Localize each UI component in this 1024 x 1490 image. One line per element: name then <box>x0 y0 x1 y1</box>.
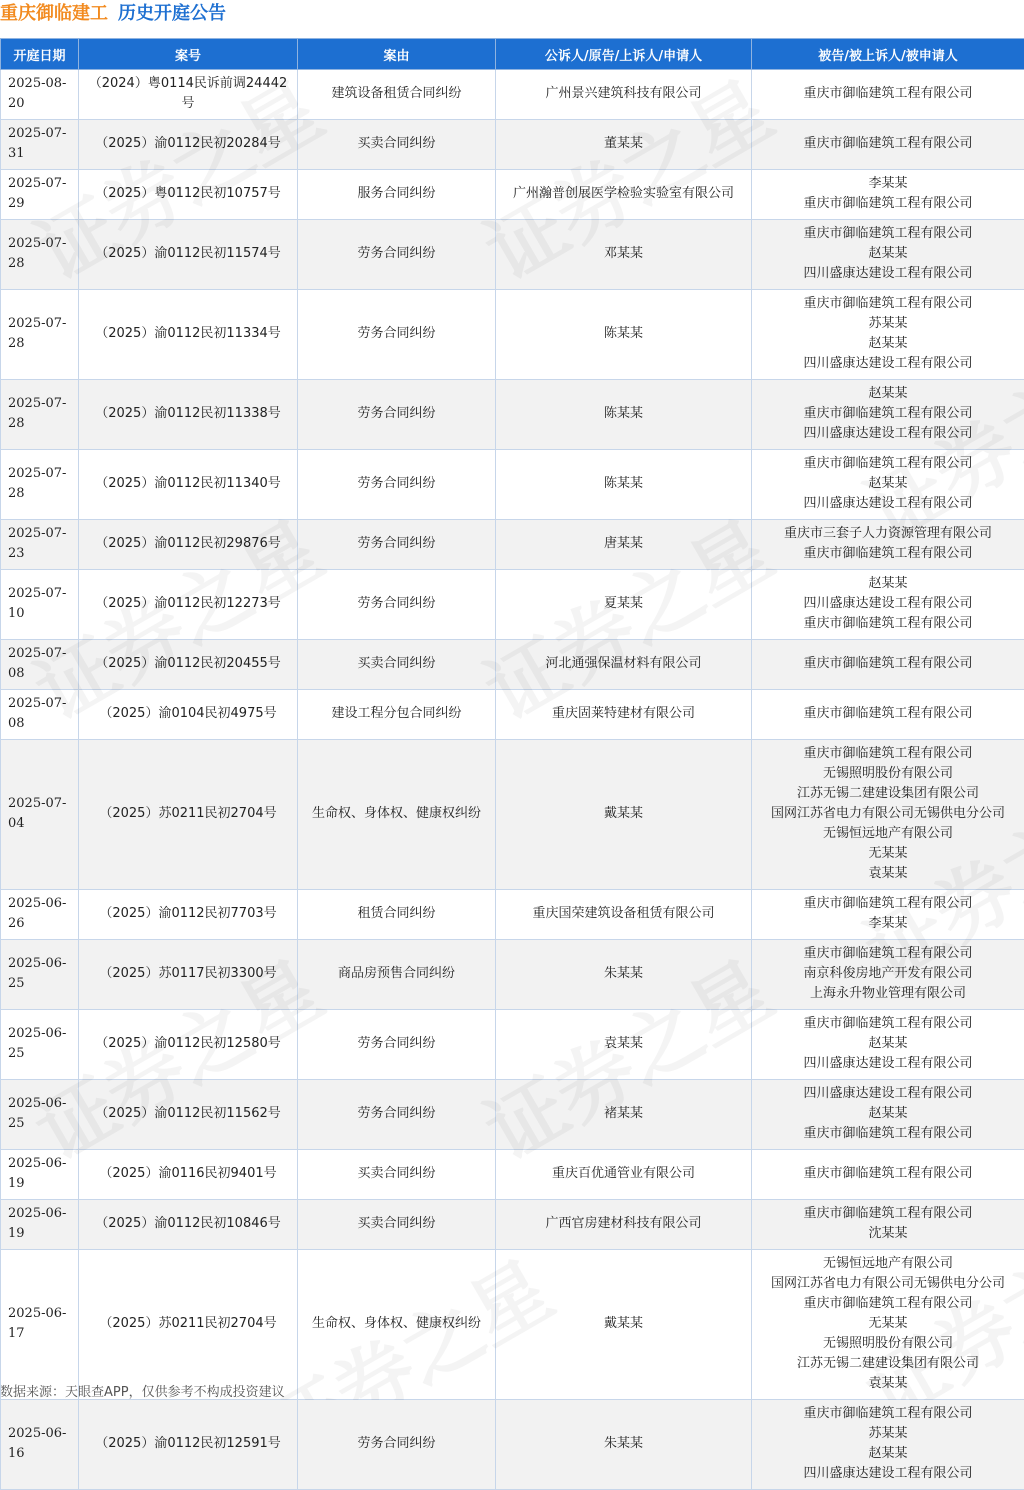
plaintiff-cell: 朱某某 <box>496 940 752 1010</box>
plaintiff-cell: 陈某某 <box>496 380 752 450</box>
plaintiff-cell: 戴某某 <box>496 740 752 890</box>
plaintiff-cell: 唐某某 <box>496 520 752 570</box>
table-row <box>1 380 1024 450</box>
defendant-name: 无某某 <box>756 1314 1020 1334</box>
defendant-name: 重庆市御临建筑工程有限公司 <box>756 1014 1020 1034</box>
table-row <box>1 520 1024 570</box>
hearing-date-cell: 2025-07-23 <box>1 520 79 570</box>
defendant-name: 沈某某 <box>756 1224 1020 1244</box>
defendants-cell <box>752 1080 1024 1150</box>
column-header-date: 开庭日期 <box>1 39 79 70</box>
defendant-name: 李某某 <box>756 174 1020 194</box>
defendant-name: 赵某某 <box>756 1034 1020 1054</box>
defendant-name: 四川盛康达建设工程有限公司 <box>756 264 1020 284</box>
defendants-cell <box>752 1400 1024 1490</box>
company-title: 重庆御临建工 <box>0 3 108 24</box>
hearing-date-cell: 2025-07-31 <box>1 120 79 170</box>
table-row <box>1 170 1024 220</box>
table-body <box>1 70 1024 1490</box>
case-number-cell: （2025）渝0112民初12591号 <box>79 1400 298 1490</box>
defendant-name: 重庆市御临建筑工程有限公司 <box>756 894 1020 914</box>
plaintiff-cell: 重庆固莱特建材有限公司 <box>496 690 752 740</box>
defendants-cell <box>752 690 1024 740</box>
defendant-name: 重庆市御临建筑工程有限公司 <box>756 194 1020 214</box>
defendant-name: 重庆市御临建筑工程有限公司 <box>756 1404 1020 1424</box>
plaintiff-cell: 重庆百优通管业有限公司 <box>496 1150 752 1200</box>
defendants-cell <box>752 170 1024 220</box>
defendant-name: 赵某某 <box>756 1444 1020 1464</box>
defendant-name: 四川盛康达建设工程有限公司 <box>756 494 1020 514</box>
defendant-name: 重庆市三套子人力资源管理有限公司 <box>756 524 1020 544</box>
case-number-cell: （2025）渝0112民初11334号 <box>79 290 298 380</box>
case-number-cell: （2025）苏0117民初3300号 <box>79 940 298 1010</box>
table-row <box>1 290 1024 380</box>
cause-cell: 服务合同纠纷 <box>298 170 496 220</box>
table-row <box>1 890 1024 940</box>
defendant-name: 重庆市御临建筑工程有限公司 <box>756 654 1020 674</box>
defendant-name: 无锡恒远地产有限公司 <box>756 824 1020 844</box>
cause-cell: 建设工程分包合同纠纷 <box>298 690 496 740</box>
defendant-name: 赵某某 <box>756 384 1020 404</box>
cause-cell: 生命权、身体权、健康权纠纷 <box>298 1250 496 1400</box>
defendant-name: 重庆市御临建筑工程有限公司 <box>756 294 1020 314</box>
plaintiff-cell: 广州景兴建筑科技有限公司 <box>496 70 752 120</box>
cause-cell: 生命权、身体权、健康权纠纷 <box>298 740 496 890</box>
defendant-name: 无某某 <box>756 844 1020 864</box>
defendant-name: 南京科俊房地产开发有限公司 <box>756 964 1020 984</box>
cause-cell: 劳务合同纠纷 <box>298 450 496 520</box>
case-number-cell: （2025）渝0112民初20284号 <box>79 120 298 170</box>
hearing-date-cell: 2025-06-19 <box>1 1200 79 1250</box>
hearing-date-cell: 2025-07-08 <box>1 690 79 740</box>
table-row <box>1 70 1024 120</box>
defendant-name: 重庆市御临建筑工程有限公司 <box>756 944 1020 964</box>
cause-cell: 商品房预售合同纠纷 <box>298 940 496 1010</box>
table-header-row <box>1 39 1024 70</box>
defendant-name: 重庆市御临建筑工程有限公司 <box>756 744 1020 764</box>
defendant-name: 四川盛康达建设工程有限公司 <box>756 1054 1020 1074</box>
defendants-cell <box>752 220 1024 290</box>
table-row <box>1 1150 1024 1200</box>
table-row <box>1 940 1024 1010</box>
plaintiff-cell: 邓某某 <box>496 220 752 290</box>
cause-cell: 建筑设备租赁合同纠纷 <box>298 70 496 120</box>
defendant-name: 四川盛康达建设工程有限公司 <box>756 424 1020 444</box>
defendants-cell <box>752 1150 1024 1200</box>
hearing-date-cell: 2025-07-29 <box>1 170 79 220</box>
hearing-date-cell: 2025-06-25 <box>1 1080 79 1150</box>
defendant-name: 重庆市御临建筑工程有限公司 <box>756 1124 1020 1144</box>
case-number-cell: （2025）渝0112民初29876号 <box>79 520 298 570</box>
source-note: 数据来源：天眼查APP，仅供参考不构成投资建议 <box>0 1381 285 1400</box>
defendant-name: 赵某某 <box>756 334 1020 354</box>
case-number-cell: （2025）渝0104民初4975号 <box>79 690 298 740</box>
plaintiff-cell: 董某某 <box>496 120 752 170</box>
case-number-cell: （2025）渝0116民初9401号 <box>79 1150 298 1200</box>
hearing-date-cell: 2025-06-25 <box>1 940 79 1010</box>
hearing-date-cell: 2025-06-25 <box>1 1010 79 1080</box>
defendant-name: 重庆市御临建筑工程有限公司 <box>756 614 1020 634</box>
defendants-cell <box>752 450 1024 520</box>
case-number-cell: （2025）粤0112民初10757号 <box>79 170 298 220</box>
plaintiff-cell: 陈某某 <box>496 450 752 520</box>
plaintiff-cell: 广州瀚普创展医学检验实验室有限公司 <box>496 170 752 220</box>
plaintiff-cell: 陈某某 <box>496 290 752 380</box>
plaintiff-cell: 重庆国荣建筑设备租赁有限公司 <box>496 890 752 940</box>
case-number-cell: （2025）苏0211民初2704号 <box>79 740 298 890</box>
defendants-cell <box>752 380 1024 450</box>
page-header <box>0 0 1024 30</box>
hearing-date-cell: 2025-06-26 <box>1 890 79 940</box>
defendants-cell <box>752 120 1024 170</box>
case-number-cell: （2025）渝0112民初12580号 <box>79 1010 298 1080</box>
cause-cell: 劳务合同纠纷 <box>298 520 496 570</box>
cause-cell: 买卖合同纠纷 <box>298 640 496 690</box>
column-header-case-number: 案号 <box>79 39 298 70</box>
case-number-cell: （2025）渝0112民初11338号 <box>79 380 298 450</box>
hearing-date-cell: 2025-07-28 <box>1 450 79 520</box>
case-number-cell: （2024）粤0114民诉前调24442号 <box>79 70 298 120</box>
defendant-name: 无锡照明股份有限公司 <box>756 1334 1020 1354</box>
defendants-cell <box>752 70 1024 120</box>
case-number-cell: （2025）苏0211民初2704号 <box>79 1250 298 1400</box>
hearing-date-cell: 2025-07-04 <box>1 740 79 890</box>
defendant-name: 重庆市御临建筑工程有限公司 <box>756 1294 1020 1314</box>
plaintiff-cell: 河北通强保温材料有限公司 <box>496 640 752 690</box>
column-header-cause: 案由 <box>298 39 496 70</box>
defendant-name: 赵某某 <box>756 574 1020 594</box>
cause-cell: 劳务合同纠纷 <box>298 220 496 290</box>
hearing-date-cell: 2025-06-19 <box>1 1150 79 1200</box>
cause-cell: 劳务合同纠纷 <box>298 380 496 450</box>
table-row <box>1 120 1024 170</box>
defendant-name: 重庆市御临建筑工程有限公司 <box>756 224 1020 244</box>
hearing-date-cell: 2025-07-10 <box>1 570 79 640</box>
defendants-cell <box>752 1010 1024 1080</box>
defendant-name: 重庆市御临建筑工程有限公司 <box>756 544 1020 564</box>
cause-cell: 劳务合同纠纷 <box>298 1400 496 1490</box>
table-row <box>1 570 1024 640</box>
defendant-name: 赵某某 <box>756 1104 1020 1124</box>
case-number-cell: （2025）渝0112民初7703号 <box>79 890 298 940</box>
defendant-name: 江苏无锡二建建设集团有限公司 <box>756 1354 1020 1374</box>
defendants-cell <box>752 1250 1024 1400</box>
table-row <box>1 450 1024 520</box>
hearing-date-cell: 2025-07-28 <box>1 380 79 450</box>
table-row <box>1 220 1024 290</box>
cause-cell: 劳务合同纠纷 <box>298 1080 496 1150</box>
table-row <box>1 1250 1024 1400</box>
defendant-name: 苏某某 <box>756 314 1020 334</box>
table-row <box>1 1080 1024 1150</box>
defendant-name: 无锡照明股份有限公司 <box>756 764 1020 784</box>
defendant-name: 赵某某 <box>756 244 1020 264</box>
plaintiff-cell: 广西官房建材科技有限公司 <box>496 1200 752 1250</box>
defendant-name: 国网江苏省电力有限公司无锡供电分公司 <box>756 804 1020 824</box>
column-header-plaintiff: 公诉人/原告/上诉人/申请人 <box>496 39 752 70</box>
cause-cell: 买卖合同纠纷 <box>298 1200 496 1250</box>
defendant-name: 李某某 <box>756 914 1020 934</box>
table-row <box>1 740 1024 890</box>
defendant-name: 重庆市御临建筑工程有限公司 <box>756 704 1020 724</box>
defendants-cell <box>752 890 1024 940</box>
hearing-date-cell: 2025-06-16 <box>1 1400 79 1490</box>
defendant-name: 赵某某 <box>756 474 1020 494</box>
cause-cell: 买卖合同纠纷 <box>298 120 496 170</box>
cause-cell: 买卖合同纠纷 <box>298 1150 496 1200</box>
defendant-name: 四川盛康达建设工程有限公司 <box>756 1464 1020 1484</box>
defendants-cell <box>752 1200 1024 1250</box>
defendant-name: 上海永升物业管理有限公司 <box>756 984 1020 1004</box>
defendant-name: 袁某某 <box>756 864 1020 884</box>
plaintiff-cell: 戴某某 <box>496 1250 752 1400</box>
table-row <box>1 1400 1024 1490</box>
case-number-cell: （2025）渝0112民初10846号 <box>79 1200 298 1250</box>
hearing-date-cell: 2025-07-28 <box>1 220 79 290</box>
defendant-name: 重庆市御临建筑工程有限公司 <box>756 134 1020 154</box>
plaintiff-cell: 夏某某 <box>496 570 752 640</box>
plaintiff-cell: 褚某某 <box>496 1080 752 1150</box>
case-number-cell: （2025）渝0112民初11340号 <box>79 450 298 520</box>
case-number-cell: （2025）渝0112民初20455号 <box>79 640 298 690</box>
plaintiff-cell: 朱某某 <box>496 1400 752 1490</box>
cause-cell: 劳务合同纠纷 <box>298 570 496 640</box>
defendants-cell <box>752 290 1024 380</box>
defendant-name: 无锡恒远地产有限公司 <box>756 1254 1020 1274</box>
hearing-table <box>0 38 1024 1490</box>
defendant-name: 重庆市御临建筑工程有限公司 <box>756 84 1020 104</box>
table-row <box>1 1200 1024 1250</box>
column-header-defendant: 被告/被上诉人/被申请人 <box>752 39 1024 70</box>
defendant-name: 重庆市御临建筑工程有限公司 <box>756 1164 1020 1184</box>
defendant-name: 重庆市御临建筑工程有限公司 <box>756 454 1020 474</box>
case-number-cell: （2025）渝0112民初11562号 <box>79 1080 298 1150</box>
hearing-date-cell: 2025-07-08 <box>1 640 79 690</box>
defendants-cell <box>752 520 1024 570</box>
defendant-name: 重庆市御临建筑工程有限公司 <box>756 404 1020 424</box>
section-title: 历史开庭公告 <box>118 3 226 24</box>
defendant-name: 袁某某 <box>756 1374 1020 1394</box>
defendants-cell <box>752 640 1024 690</box>
hearing-date-cell: 2025-08-20 <box>1 70 79 120</box>
cause-cell: 劳务合同纠纷 <box>298 1010 496 1080</box>
defendants-cell <box>752 940 1024 1010</box>
defendant-name: 四川盛康达建设工程有限公司 <box>756 354 1020 374</box>
defendants-cell <box>752 570 1024 640</box>
defendant-name: 四川盛康达建设工程有限公司 <box>756 594 1020 614</box>
defendant-name: 重庆市御临建筑工程有限公司 <box>756 1204 1020 1224</box>
cause-cell: 租赁合同纠纷 <box>298 890 496 940</box>
case-number-cell: （2025）渝0112民初11574号 <box>79 220 298 290</box>
defendants-cell <box>752 740 1024 890</box>
hearing-date-cell: 2025-06-17 <box>1 1250 79 1400</box>
defendant-name: 四川盛康达建设工程有限公司 <box>756 1084 1020 1104</box>
defendant-name: 苏某某 <box>756 1424 1020 1444</box>
hearing-date-cell: 2025-07-28 <box>1 290 79 380</box>
table-row <box>1 640 1024 690</box>
table-row <box>1 1010 1024 1080</box>
defendant-name: 江苏无锡二建建设集团有限公司 <box>756 784 1020 804</box>
defendant-name: 国网江苏省电力有限公司无锡供电分公司 <box>756 1274 1020 1294</box>
table-row <box>1 690 1024 740</box>
case-number-cell: （2025）渝0112民初12273号 <box>79 570 298 640</box>
cause-cell: 劳务合同纠纷 <box>298 290 496 380</box>
plaintiff-cell: 袁某某 <box>496 1010 752 1080</box>
